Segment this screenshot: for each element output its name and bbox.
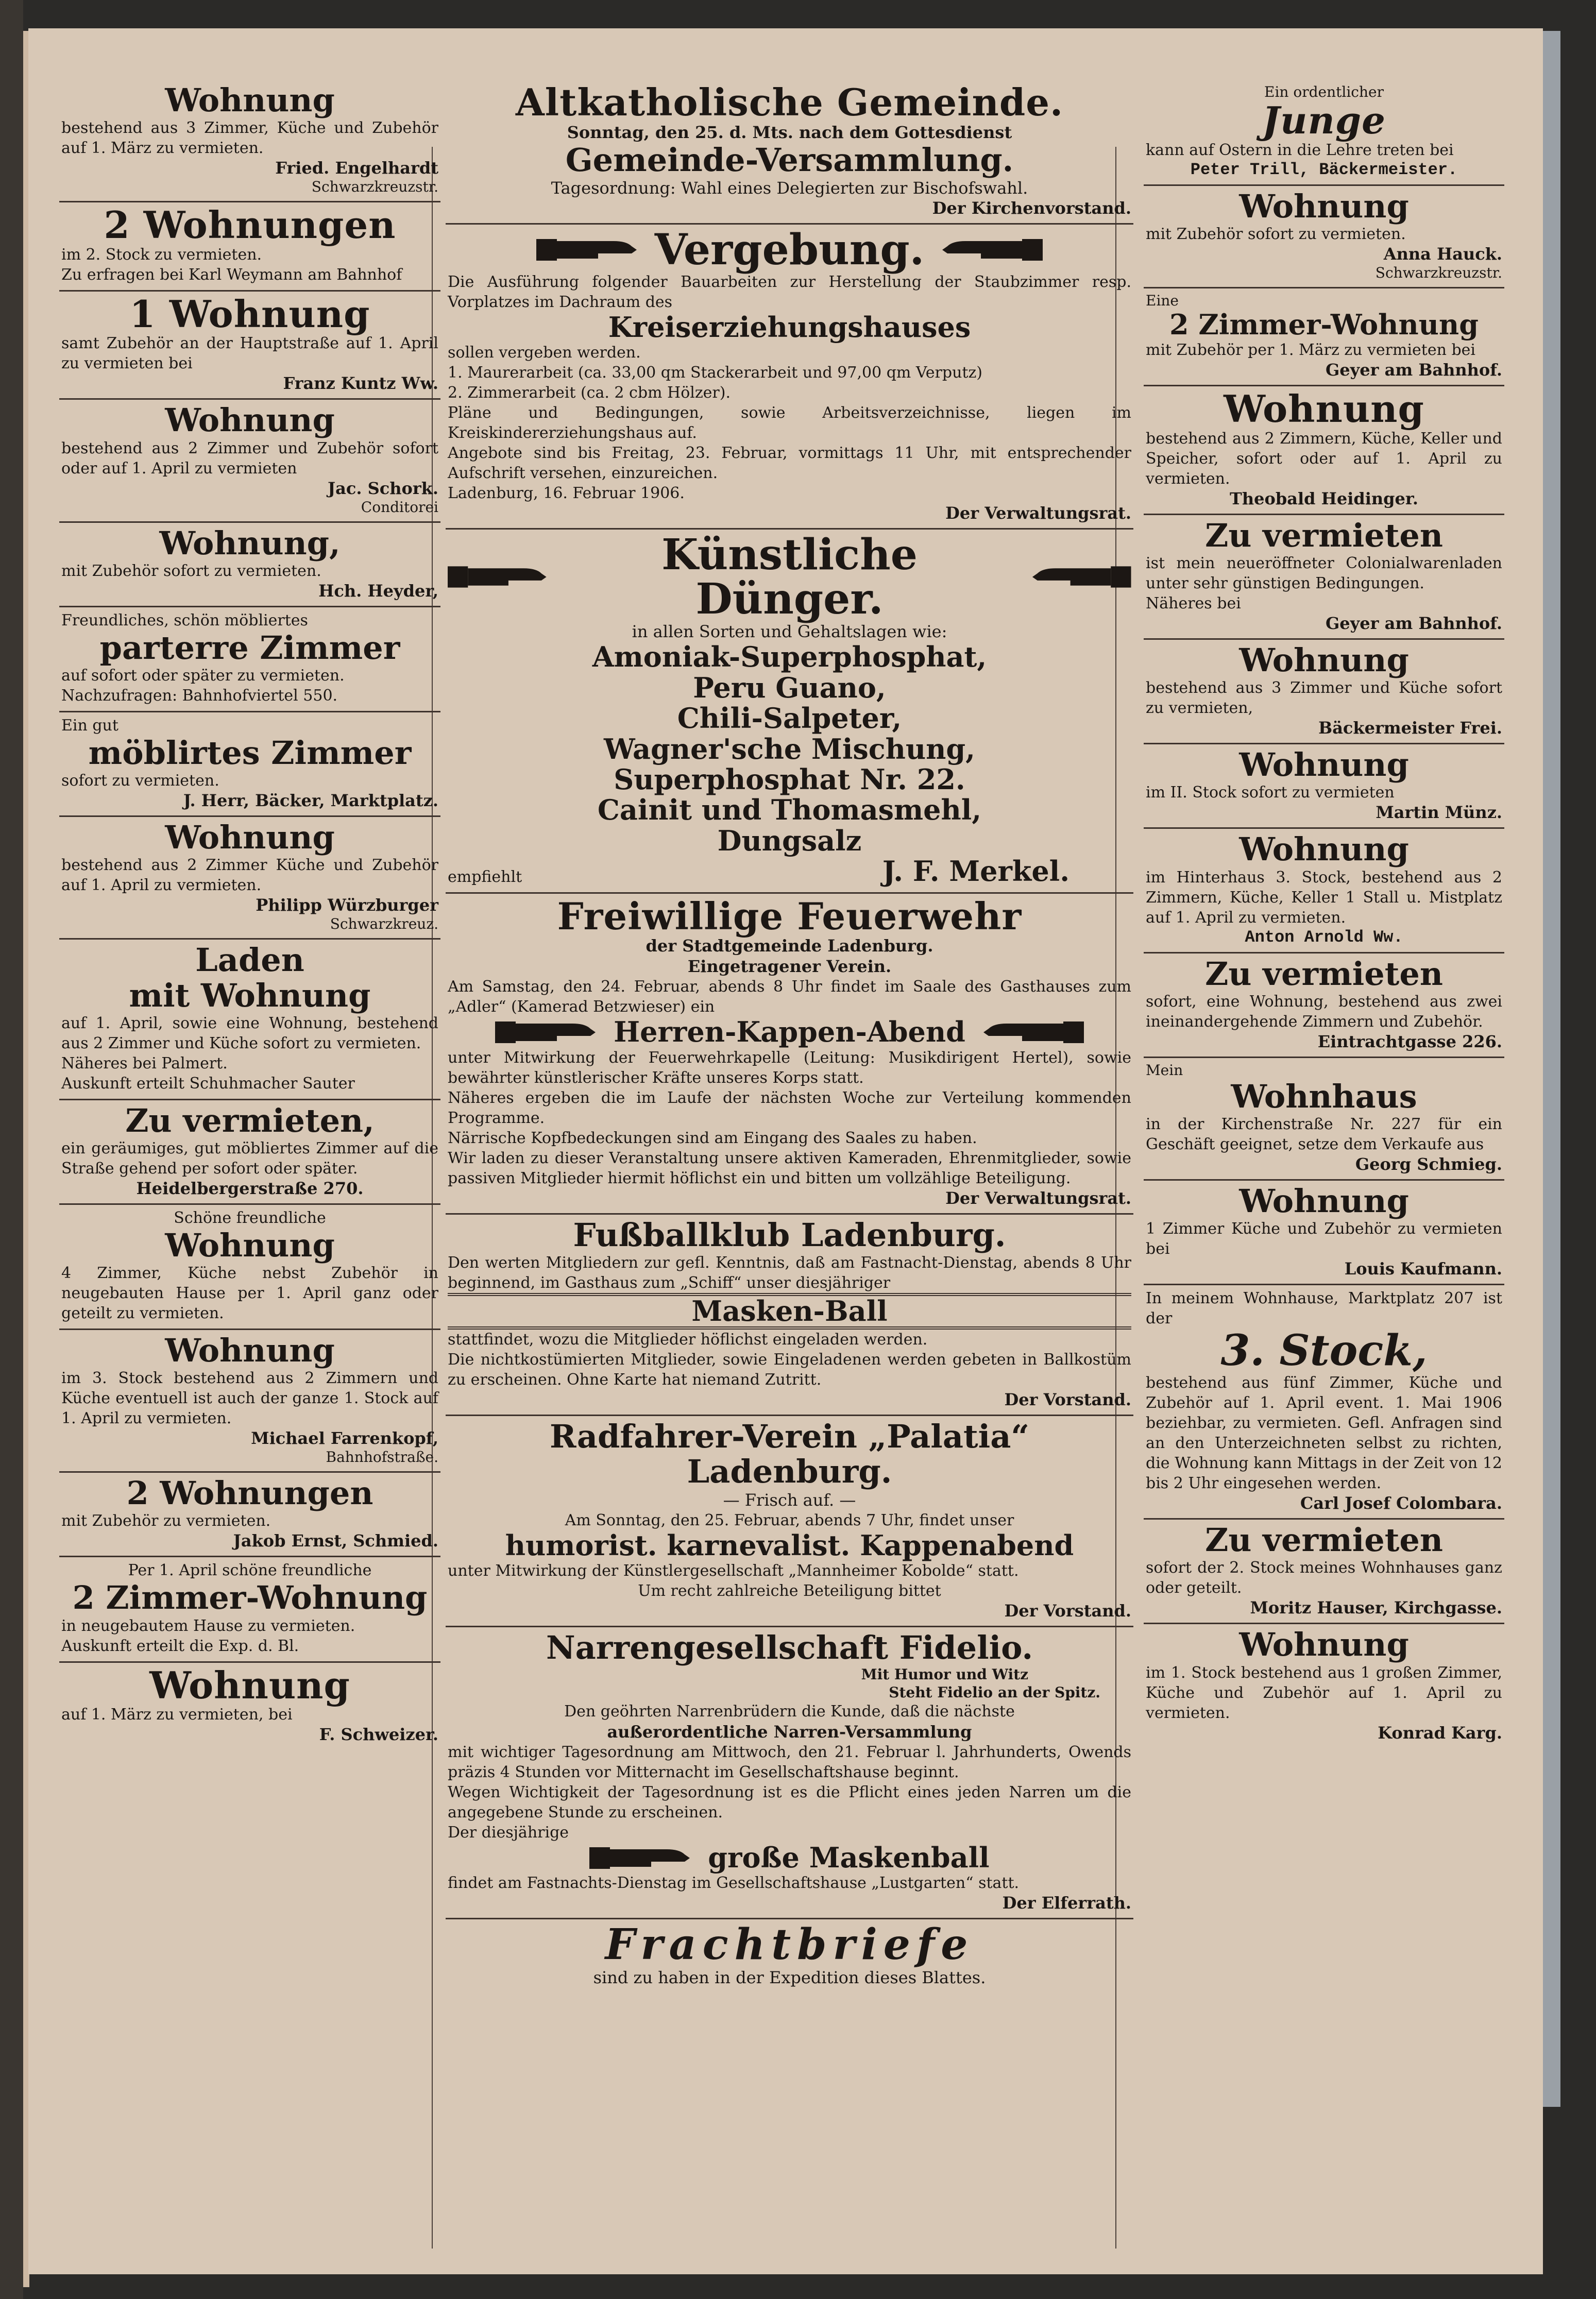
ad-pretext: Ein ordentlicher xyxy=(1264,83,1384,100)
ad-text: 1 Zimmer Küche und Zubehör zu vermieten bei xyxy=(1146,1220,1502,1258)
ad-text: sofort, eine Wohnung, bestehend aus zwei ineinandergehende Zimmern und Zubehör. xyxy=(1146,992,1502,1031)
ad-signature: J. Herr, Bäcker, Marktplatz. xyxy=(183,791,438,811)
ad-wohnhaus xyxy=(1144,1058,1504,1181)
ad-text: Wir laden zu dieser Veranstaltung unsere aktiven Kameraden, Ehrenmitglieder, sowie passiven Mitglieder hiermit höflichst ein und bitten um vollzählige Beteiligung. xyxy=(448,1149,1131,1187)
ad-text: 4 Zimmer, Küche nebst Zubehör in neugebauten Hause per 1. April ganz oder geteilt zu vermieten. xyxy=(61,1264,438,1323)
ad-signature: Anna Hauck. xyxy=(1383,244,1502,264)
ad-pretext: In meinem Wohnhause, Marktplatz 207 ist der xyxy=(1146,1289,1502,1328)
ad-wohnung-hauck xyxy=(1144,186,1504,288)
ad-freiwillige-feuerwehr xyxy=(446,894,1133,1215)
ad-text: kann auf Ostern in die Lehre treten bei xyxy=(1146,141,1454,159)
ad-subtitle: Kreiserziehungshauses xyxy=(608,310,971,344)
ad-wohnung-arnold xyxy=(1144,829,1504,953)
ad-signature: Philipp Würzburger xyxy=(256,895,438,915)
ad-subtitle-2: Eingetragener Verein. xyxy=(687,957,892,977)
ad-title: Frachtbriefe xyxy=(605,1920,974,1970)
ad-signature: Der Elferrath. xyxy=(1002,1893,1131,1913)
pointing-hand-right-icon xyxy=(448,562,549,592)
ad-address: Schwarzkreuzstr. xyxy=(311,178,438,196)
ad-2-zimmer-wohnung xyxy=(59,1557,440,1662)
ad-signature: Konrad Karg. xyxy=(1378,1723,1502,1743)
ad-title: Künstliche Dünger. xyxy=(661,530,918,624)
ad-signature: J. F. Merkel. xyxy=(882,855,1069,888)
ad-text: im Hinterhaus 3. Stock, bestehend aus 2 Zimmern, Küche, Keller 1 Stall u. Mistplatz auf 1. April zu vermieten. xyxy=(1146,868,1502,927)
ad-item: Peru Guano, xyxy=(693,671,886,704)
ad-pretext: Freundliches, schön möbliertes xyxy=(61,611,308,629)
ad-text: samt Zubehör an der Hauptstraße auf 1. April zu vermieten bei xyxy=(61,334,438,373)
ad-wohnung-karg xyxy=(1144,1624,1504,1747)
ad-title: 2 Zimmer-Wohnung xyxy=(1169,308,1479,341)
ad-item: Superphosphat Nr. 22. xyxy=(614,763,965,796)
ad-text: bestehend aus 2 Zimmer und Zubehör sofort oder auf 1. April zu vermieten xyxy=(61,439,438,478)
ad-item: Wagner'sche Mischung, xyxy=(604,732,975,765)
ad-text: bestehend aus fünf Zimmer, Küche und Zubehör auf 1. April event. 1. Mai 1906 beziehbar, zu vermieten. Gefl. Anfragen sind an den Unterzeichneten selbst zu richten, die Wohnung kann Mittags in der Zeit von 12 bis 2 Uhr eingesehen werden. xyxy=(1146,1374,1502,1493)
ad-text: unter Mitwirkung der Künstlergesellschaft „Mannheimer Kobolde“ statt. xyxy=(448,1561,1019,1580)
ad-agenda: Tagesordnung: Wahl eines Delegierten zur Bischofswahl. xyxy=(551,178,1028,198)
ad-wohnung-kaufmann xyxy=(1144,1181,1504,1285)
ad-1-wohnung xyxy=(59,292,440,400)
ad-item: 1. Maurerarbeit (ca. 33,00 qm Stackerarbeit und 97,00 qm Verputz) xyxy=(448,364,982,382)
ad-signature: Geyer am Bahnhof. xyxy=(1325,613,1502,633)
ad-frachtbriefe xyxy=(446,1919,1133,1993)
ad-subtitle: der Stadtgemeinde Ladenburg. xyxy=(646,936,933,956)
ad-title: Vergebung. xyxy=(654,225,925,275)
ad-text: im II. Stock sofort zu vermieten xyxy=(1146,784,1395,802)
ad-text: stattfindet, wozu die Mitglieder höflichst eingeladen werden. xyxy=(448,1331,928,1349)
ad-text: mit Zubehör sofort zu vermieten. xyxy=(61,561,321,580)
ad-date: Sonntag, den 25. d. Mts. nach dem Gottesdienst xyxy=(567,122,1012,142)
ad-pretext: Per 1. April schöne freundliche xyxy=(128,1561,372,1580)
ad-text: Auskunft erteilt Schuhmacher Sauter xyxy=(61,1074,355,1093)
ad-title: Wohnung xyxy=(1239,830,1409,868)
ad-text: mit Zubehör per 1. März zu vermieten bei xyxy=(1146,341,1476,360)
ad-title: Wohnung xyxy=(1224,387,1424,431)
ad-parterre-zimmer xyxy=(59,607,440,712)
ad-text: ein geräumiges, gut möbliertes Zimmer auf die Straße gehend per sofort oder später. xyxy=(61,1139,438,1178)
ad-text: Näheres bei xyxy=(1146,594,1241,612)
ad-zu-vermieten-hauser xyxy=(1144,1520,1504,1624)
ad-text: findet am Fastnachts-Dienstag im Gesellschaftshause „Lustgarten“ statt. xyxy=(448,1874,1020,1893)
ad-title: Narrengesellschaft Fidelio. xyxy=(546,1628,1033,1666)
ad-wohnung-heyder xyxy=(59,523,440,607)
ad-wohnung-heidinger xyxy=(1144,386,1504,515)
pointing-hand-left-icon xyxy=(1030,562,1131,592)
ad-text: Näheres bei Palmert. xyxy=(61,1054,228,1072)
ad-address: Conditorei xyxy=(361,498,438,516)
ad-text: Die nichtkostümierten Mitglieder, sowie Eingeladenen werden gebeten in Ballkostüm zu erscheinen. Ohne Karte hat niemand Zutritt. xyxy=(448,1351,1131,1389)
ad-item: Amoniak-Superphosphat, xyxy=(592,640,987,674)
ad-text: ist mein neueröffneter Colonialwarenladen unter sehr günstigen Bedingungen. xyxy=(1146,554,1502,592)
ad-laden-mit-wohnung xyxy=(59,940,440,1100)
ad-text: mit Zubehör zu vermieten. xyxy=(61,1512,271,1530)
ad-title: Wohnung xyxy=(1239,1182,1409,1220)
ad-item: Cainit und Thomasmehl, xyxy=(597,793,982,827)
ad-text: sofort zu vermieten. xyxy=(61,772,219,790)
ad-text: sofort der 2. Stock meines Wohnhauses ganz oder geteilt. xyxy=(1146,1559,1502,1597)
ad-title-2: Gemeinde-Versammlung. xyxy=(565,141,1014,179)
ad-text: Pläne und Bedingungen, sowie Arbeitsverzeichnisse, liegen im Kreiskindererziehungshaus auf. xyxy=(448,404,1131,442)
ad-title: 2 Wohnungen xyxy=(126,1474,373,1512)
ad-title: Wohnhaus xyxy=(1231,1077,1417,1115)
ad-2-zimmer-wohnung-geyer xyxy=(1144,288,1504,386)
ad-text: bestehend aus 2 Zimmern, Küche, Keller und Speicher, sofort oder auf 1. April zu vermieten. xyxy=(1146,429,1502,488)
ad-text: Der diesjährige xyxy=(448,1824,569,1842)
ad-signature: Carl Josef Colombara. xyxy=(1300,1493,1502,1513)
ad-signature: Louis Kaufmann. xyxy=(1344,1259,1502,1279)
ad-text: Um recht zahlreiche Beteiligung bittet xyxy=(638,1581,941,1600)
ad-title: Zu vermieten xyxy=(1205,516,1443,554)
ad-text: bestehend aus 2 Zimmer Küche und Zubehör auf 1. April zu vermieten. xyxy=(61,856,438,895)
ad-wohnung-engelhardt xyxy=(59,80,440,202)
ad-motto: — Frisch auf. — xyxy=(723,1490,856,1510)
ad-signature: Moritz Hauser, Kirchgasse. xyxy=(1250,1598,1502,1618)
ad-zu-vermieten-laden xyxy=(1144,515,1504,640)
ad-event: Masken-Ball xyxy=(448,1293,1131,1330)
ad-address: Schwarzkreuzstr. xyxy=(1375,264,1502,281)
ad-signature: Geyer am Bahnhof. xyxy=(1325,360,1502,380)
ad-text: auf 1. April, sowie eine Wohnung, bestehend aus 2 Zimmer und Küche sofort zu vermieten. xyxy=(61,1014,438,1052)
ad-signature: Bäckermeister Frei. xyxy=(1318,718,1502,738)
pointing-hand-right-icon xyxy=(589,1843,692,1873)
ad-item: Chili-Salpeter, xyxy=(677,702,902,735)
ad-text: Zu erfragen bei Karl Weymann am Bahnhof xyxy=(61,265,402,284)
ad-schoene-wohnung xyxy=(59,1205,440,1330)
middle-column xyxy=(446,80,1133,1993)
ad-narrengesellschaft xyxy=(446,1627,1133,1920)
pointing-hand-right-icon xyxy=(536,235,639,265)
ad-zu-vermieten-eintracht xyxy=(1144,953,1504,1058)
ad-wohnung-farrenkopf xyxy=(59,1330,440,1473)
ad-signature: Georg Schmieg. xyxy=(1355,1154,1502,1174)
ad-2-wohnungen-ernst xyxy=(59,1473,440,1557)
ad-motto-2: Steht Fidelio an der Spitz. xyxy=(889,1684,1100,1701)
ad-text: mit Zubehör sofort zu vermieten. xyxy=(1146,225,1406,243)
ad-text: Angebote sind bis Freitag, 23. Februar, vormittags 11 Uhr, mit entsprechender Aufschrift versehen, einzureichen. xyxy=(448,444,1131,483)
ad-zu-vermieten-zimmer xyxy=(59,1100,440,1205)
ad-signature: Martin Münz. xyxy=(1376,803,1502,823)
ad-pretext: Eine xyxy=(1146,292,1179,309)
ad-title: Radfahrer-Verein „Palatia“ Ladenburg. xyxy=(549,1418,1030,1491)
ad-text: Den werten Mitgliedern zur gefl. Kenntnis, daß am Fastnacht-Dienstag, abends 8 Uhr beginnend, im Gasthaus zum „Schiff“ unser diesjähriger xyxy=(448,1253,1131,1292)
ad-signature: Der Vorstand. xyxy=(1004,1390,1131,1410)
ad-text: auf sofort oder später zu vermieten. xyxy=(61,666,345,685)
ad-title: Zu vermieten xyxy=(1205,1521,1443,1559)
ad-pretext: empfiehlt xyxy=(448,867,522,886)
ad-text: unter Mitwirkung der Feuerwehrkapelle (Leitung: Musikdirigent Hertel), sowie bewährter künstlerischer Kräfte unseres Korps statt. xyxy=(448,1048,1131,1087)
ad-title: Wohnung xyxy=(165,81,335,119)
ad-text: mit wichtiger Tagesordnung am Mittwoch, den 21. Februar l. Jahrhunderts, Owends präzis 4 Stunden vor Mitternacht im Gesellschaftshause beginnt. xyxy=(448,1743,1131,1782)
ad-title: Wohnung xyxy=(165,1226,335,1264)
ad-text: Närrische Kopfbedeckungen sind am Eingang des Saales zu haben. xyxy=(448,1129,977,1147)
ad-title: Altkatholische Gemeinde. xyxy=(515,80,1064,124)
ad-address: Schwarzkreuz. xyxy=(330,915,438,933)
ad-title: 2 Wohnungen xyxy=(104,203,396,247)
ad-moeblirtes-zimmer xyxy=(59,712,440,817)
ad-kuenstliche-duenger xyxy=(446,530,1133,893)
ad-event: Herren-Kappen-Abend xyxy=(614,1015,965,1049)
pointing-hand-left-icon xyxy=(981,1017,1084,1047)
ad-title: Wohnung xyxy=(1239,641,1409,679)
ad-item: Dungsalz xyxy=(717,824,862,857)
ad-wohnung-schork xyxy=(59,400,440,522)
left-column xyxy=(59,80,440,1749)
ad-wohnung-schweizer xyxy=(59,1663,440,1750)
ad-title: Wohnung xyxy=(165,1332,335,1370)
ad-signature: Anton Arnold Ww. xyxy=(1245,927,1403,947)
ad-motto: Mit Humor und Witz xyxy=(861,1666,1028,1683)
ad-signature: F. Schweizer. xyxy=(319,1725,438,1745)
ad-wohnung-frei xyxy=(1144,640,1504,744)
ad-text: auf 1. März zu vermieten, bei xyxy=(61,1706,293,1724)
ad-signature: Michael Farrenkopf, xyxy=(251,1428,438,1449)
ad-signature: Fried. Engelhardt xyxy=(275,158,438,178)
ad-signature: Der Vorstand. xyxy=(1004,1600,1131,1621)
ad-text: Nachzufragen: Bahnhofviertel 550. xyxy=(61,686,338,705)
ad-title: 3. Stock, xyxy=(1220,1326,1428,1376)
ad-text: im 3. Stock bestehend aus 2 Zimmern und Küche eventuell ist auch der ganze 1. Stock auf 1. April zu vermieten. xyxy=(61,1369,438,1428)
ad-event: humorist. karnevalist. Kappenabend xyxy=(505,1528,1074,1562)
ad-title: Wohnung xyxy=(149,1663,350,1707)
ad-title: 1 Wohnung xyxy=(129,292,370,336)
ad-text: Auskunft erteilt die Exp. d. Bl. xyxy=(61,1637,299,1655)
ad-title: Wohnung, xyxy=(159,524,341,562)
ad-text: bestehend aus 3 Zimmer und Küche sofort zu vermieten, xyxy=(1146,679,1502,718)
ad-signature: Franz Kuntz Ww. xyxy=(283,373,438,394)
ad-text: Den geöhrten Narrenbrüdern die Kunde, daß die nächste xyxy=(564,1702,1015,1721)
ad-signature: Eintrachtgasse 226. xyxy=(1317,1031,1502,1051)
ad-3-stock xyxy=(1144,1285,1504,1520)
book-spine xyxy=(0,0,23,2299)
ad-text: in der Kirchenstraße Nr. 227 für ein Geschäft geeignet, setze dem Verkaufe aus xyxy=(1146,1115,1502,1153)
ad-radfahrer-verein xyxy=(446,1416,1133,1627)
ad-wohnung-wuerzburger xyxy=(59,817,440,940)
ad-text: im 1. Stock bestehend aus 1 großen Zimmer, Küche und Zubehör auf 1. April zu vermieten. xyxy=(1146,1663,1502,1722)
ad-signature: Theobald Heidinger. xyxy=(1230,488,1418,508)
ad-pretext: Mein xyxy=(1146,1061,1183,1079)
ad-junge xyxy=(1144,80,1504,186)
ad-signature: Der Verwaltungsrat. xyxy=(945,1188,1131,1208)
ad-title: parterre Zimmer xyxy=(99,628,400,667)
ad-title: Zu vermieten, xyxy=(125,1101,375,1139)
ad-title: Wohnung xyxy=(1239,746,1409,784)
ad-text: Am Samstag, den 24. Februar, abends 8 Uhr findet im Saale des Gasthauses zum „Adler“ (Kamerad Betzwieser) ein xyxy=(448,978,1131,1016)
ad-signature: Hch. Heyder, xyxy=(318,581,438,601)
ad-text: Ladenburg, 16. Februar 1906. xyxy=(448,484,685,503)
ad-wohnung-muenz xyxy=(1144,744,1504,829)
ad-event: außerordentliche Narren-Versammlung xyxy=(607,1722,972,1742)
ad-title: 2 Zimmer-Wohnung xyxy=(72,1579,428,1617)
ad-title: Junge xyxy=(1262,98,1386,142)
ad-title-2: mit Wohnung xyxy=(129,976,371,1014)
ad-text: im 2. Stock zu vermieten. xyxy=(61,245,262,264)
ad-title: Wohnung xyxy=(1239,1626,1409,1664)
ad-altkatholische-gemeinde xyxy=(446,80,1133,225)
ad-title: Wohnung xyxy=(1239,187,1409,225)
newspaper-page xyxy=(28,28,1543,2274)
ad-text: bestehend aus 3 Zimmer, Küche und Zubehör auf 1. März zu vermieten. xyxy=(61,119,438,158)
ad-text: Näheres ergeben die im Laufe der nächsten Woche zur Verteilung kommenden Programme. xyxy=(448,1088,1131,1127)
right-column xyxy=(1144,80,1504,1748)
ad-text: in allen Sorten und Gehaltslagen wie: xyxy=(632,622,947,642)
ad-text: sind zu haben in der Expedition dieses Blattes. xyxy=(593,1967,986,1987)
ad-pretext: Schöne freundliche xyxy=(174,1208,326,1227)
ad-signature: Jac. Schork. xyxy=(327,478,438,498)
ad-text: Die Ausführung folgender Bauarbeiten zur Herstellung der Staubzimmer resp. Vorplatzes im Dachraum des xyxy=(448,273,1131,311)
ad-title: Freiwillige Feuerwehr xyxy=(557,894,1022,938)
ad-fussballklub xyxy=(446,1215,1133,1417)
ad-event-2: große Maskenball xyxy=(708,1841,990,1875)
ad-text: Wegen Wichtigkeit der Tagesordnung ist es die Pflicht eines jeden Narren um die angegebene Stunde zu erscheinen. xyxy=(448,1783,1131,1822)
pointing-hand-left-icon xyxy=(940,235,1043,265)
ad-title: Laden xyxy=(195,941,304,979)
ad-text: sollen vergeben werden. xyxy=(448,344,641,362)
ad-signature: Der Verwaltungsrat. xyxy=(945,503,1131,523)
ad-2-wohnungen xyxy=(59,202,440,292)
ad-title: möblirtes Zimmer xyxy=(88,734,412,772)
ad-vergebung xyxy=(446,225,1133,530)
ad-address: Bahnhofstraße. xyxy=(326,1449,438,1466)
ad-signature: Jakob Ernst, Schmied. xyxy=(233,1531,438,1551)
ad-title: Zu vermieten xyxy=(1205,955,1443,993)
ad-title: Fußballklub Ladenburg. xyxy=(573,1216,1006,1254)
pointing-hand-right-icon xyxy=(495,1017,598,1047)
ad-title: Wohnung xyxy=(165,819,335,857)
ad-text: in neugebautem Hause zu vermieten. xyxy=(61,1616,355,1635)
ad-title: Wohnung xyxy=(165,401,335,439)
ad-text: Am Sonntag, den 25. Februar, abends 7 Uhr, findet unser xyxy=(565,1511,1014,1529)
ad-signature: Der Kirchenvorstand. xyxy=(932,198,1131,218)
ad-pretext: Ein gut xyxy=(61,716,118,735)
ad-signature: Heidelbergerstraße 270. xyxy=(136,1178,364,1198)
ad-signature: Peter Trill, Bäckermeister. xyxy=(1190,160,1458,179)
ad-item: 2. Zimmerarbeit (ca. 2 cbm Hölzer). xyxy=(448,384,731,402)
